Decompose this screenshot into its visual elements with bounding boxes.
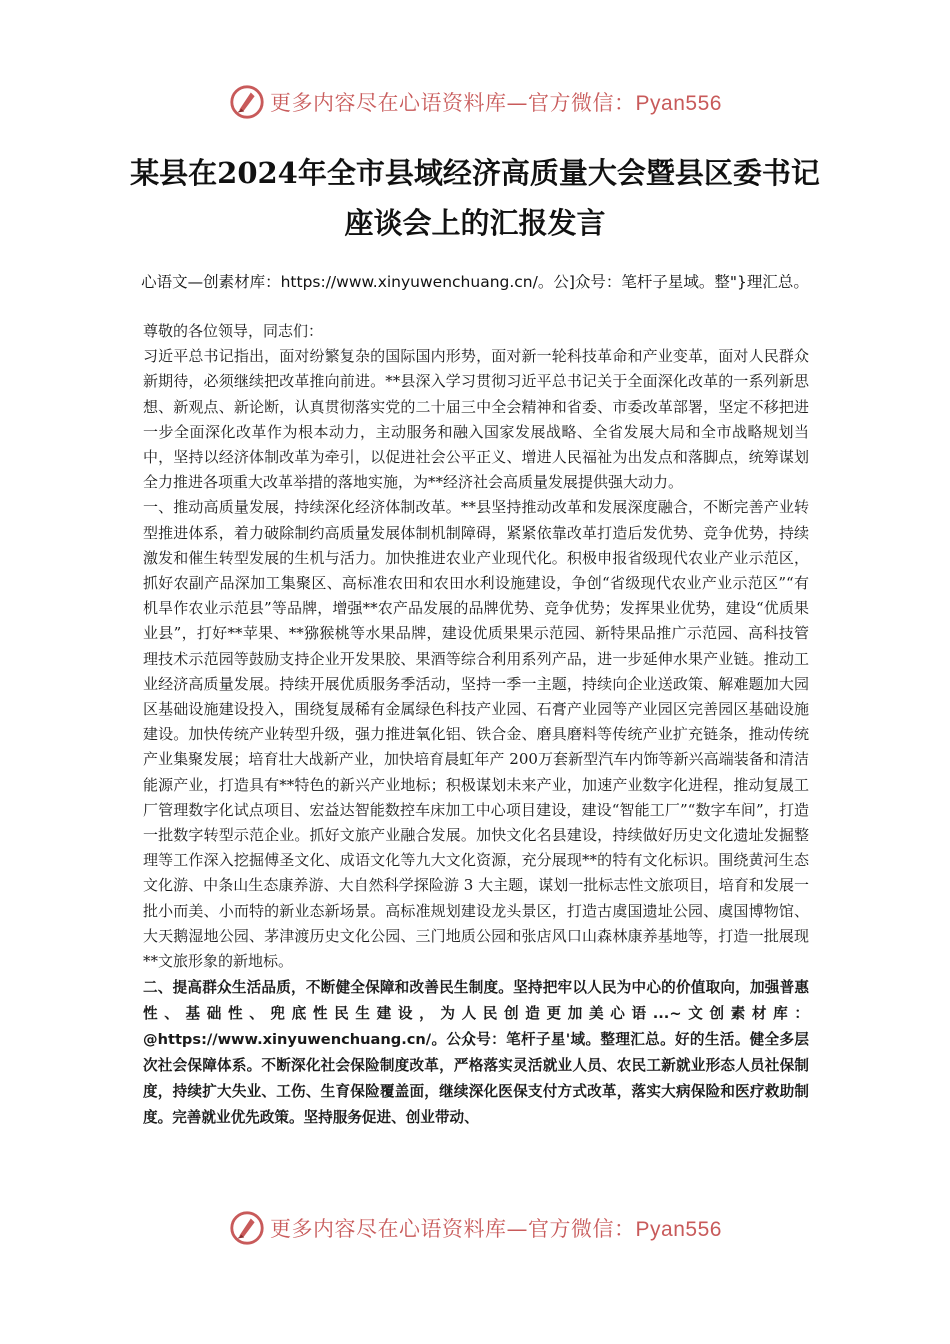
banner-wechat-id: Pyan556 — [635, 92, 722, 115]
intro-paragraph: 习近平总书记指出，面对纷繁复杂的国际国内形势，面对新一轮科技革命和产业变革，面对人民群众新期待，必须继续把改革推向前进。**县深入学习贯彻习近平总书记关于全面深化改革的一系列新思想、新观点、新论断，认真贯彻落实党的二十届三中全会精神和省委、市委改革部署，坚定不移把进一步全面深化改革作为根本动力，主动服务和融入国家发展战略、全省发展大局和全市战略规划当中，坚持以经济体制改革为牵引，以促进社会公平正义、增进人民福祉为出发点和落脚点，统筹谋划全力推进各项重大改革举措的落地实施，为**经济社会高质量发展提供强大动力。 — [143, 347, 809, 492]
section-one-paragraph: 一、推动高质量发展，持续深化经济体制改革。**县坚持推动改革和发展深度融合，不断完善产业转型推进体系，着力破除制约高质量发展体制机制障碍，紧紧依靠改革打造后发优势、竞争优势，持续激发和催生转型发展的生机与活力。加快推进农业产业现代化。积极申报省级现代农业产业示范区，抓好农副产品深加工集聚区、高标准农田和农田水利设施建设，争创“省级现代农业产业示范区”“有机旱作农业示范县”等品牌，增强**农产品发展的品牌优势、竞争优势；发挥果业优势，建设“优质果业县”，打好**苹果、**猕猴桃等水果品牌，建设优质果果示范园、新特果品推广示范园、高科技管理技术示范园等鼓励支持企业开发果胶、果酒等综合利用系列产品，进一步延伸水果产业链。推动工业经济高质量发展。持续开展优质服务季活动，坚持一季一主题，持续向企业送政策、解难题加大园区基础设施建设投入，围绕复晟稀有金属绿色科技产业园、石膏产业园等产业园区完善园区基础设施建设。加快传统产业转型升级，强力推进氧化铝、铁合金、磨具磨料等传统产业扩充链条，推动传统产业集聚发展；培育壮大战新产业，加快培育晨虹年产 200万套新型汽车内饰等新兴高端装备和清洁能源产业，打造具有**特色的新兴产业地标；积极谋划未来产业，加速产业数字化进程，推动复晟工厂管理数字化试点项目、宏益达智能数控车床加工中心项目建设，建设“智能工厂”“数字车间”，打造一批数字转型示范企业。抓好文旅产业融合发展。加快文化名县建设，持续做好历史文化遗址发掘整理等工作深入挖掘傅圣文化、成语文化等九大文化资源，充分展现**的特有文化标识。围绕黄河生态文化游、中条山生态康养游、大自然科学探险游 3 大主题，谋划一批标志性文旅项目，培育和发展一批小而美、小而特的新业态新场景。高标准规划建设龙头景区，打造古虞国遗址公园、虞国博物馆、大天鹅湿地公园、茅津渡历史文化公园、三门地质公园和张店风口山森林康养基地等，打造一批展现**文旅形象的新地标。 — [143, 498, 809, 971]
banner-wechat-id: Pyan556 — [635, 1218, 722, 1241]
logo-icon — [228, 83, 266, 121]
footer-banner — [0, 1206, 950, 1250]
salutation: 尊敬的各位领导，同志们： — [143, 322, 324, 340]
logo-icon — [228, 1209, 266, 1247]
banner-text: 更多内容尽在心语资料库—官方微信：Pyan556 — [270, 91, 722, 115]
banner-text: 更多内容尽在心语资料库—官方微信：Pyan556 — [270, 1217, 722, 1241]
document-title: 某县在2024年全市县域经济高质量大会暨县区委书记座谈会上的汇报发言 — [130, 156, 820, 240]
section-two-paragraph: 二、提高群众生活品质，不断健全保障和改善民生制度。坚持把牢以人民为中心的价值取向，加强普惠性、基础性、兜底性民生建设，为人民创造更加美心语...~文创素材库：@https://www.xinyuwenchuang.cn/。公众号：笔杆子星'域。整理汇总。好的生活。健全多层次社会保障体系。不断深化社会保险制度改革，严格落实灵活就业人员、农民工新就业形态人员社保制度，持续扩大失业、工伤、生育保险覆盖面，继续深化医保支付方式改革，落实大病保险和医疗救助制度。完善就业优先政策。坚持服务促进、创业带动、 — [143, 979, 809, 1127]
document-body — [143, 319, 809, 1131]
header-banner — [0, 80, 950, 124]
source-line: 心语文—创素材库：https://www.xinyuwenchuang.cn/。公]众号：笔杆子星域。整"}理汇总。 — [141, 273, 809, 291]
